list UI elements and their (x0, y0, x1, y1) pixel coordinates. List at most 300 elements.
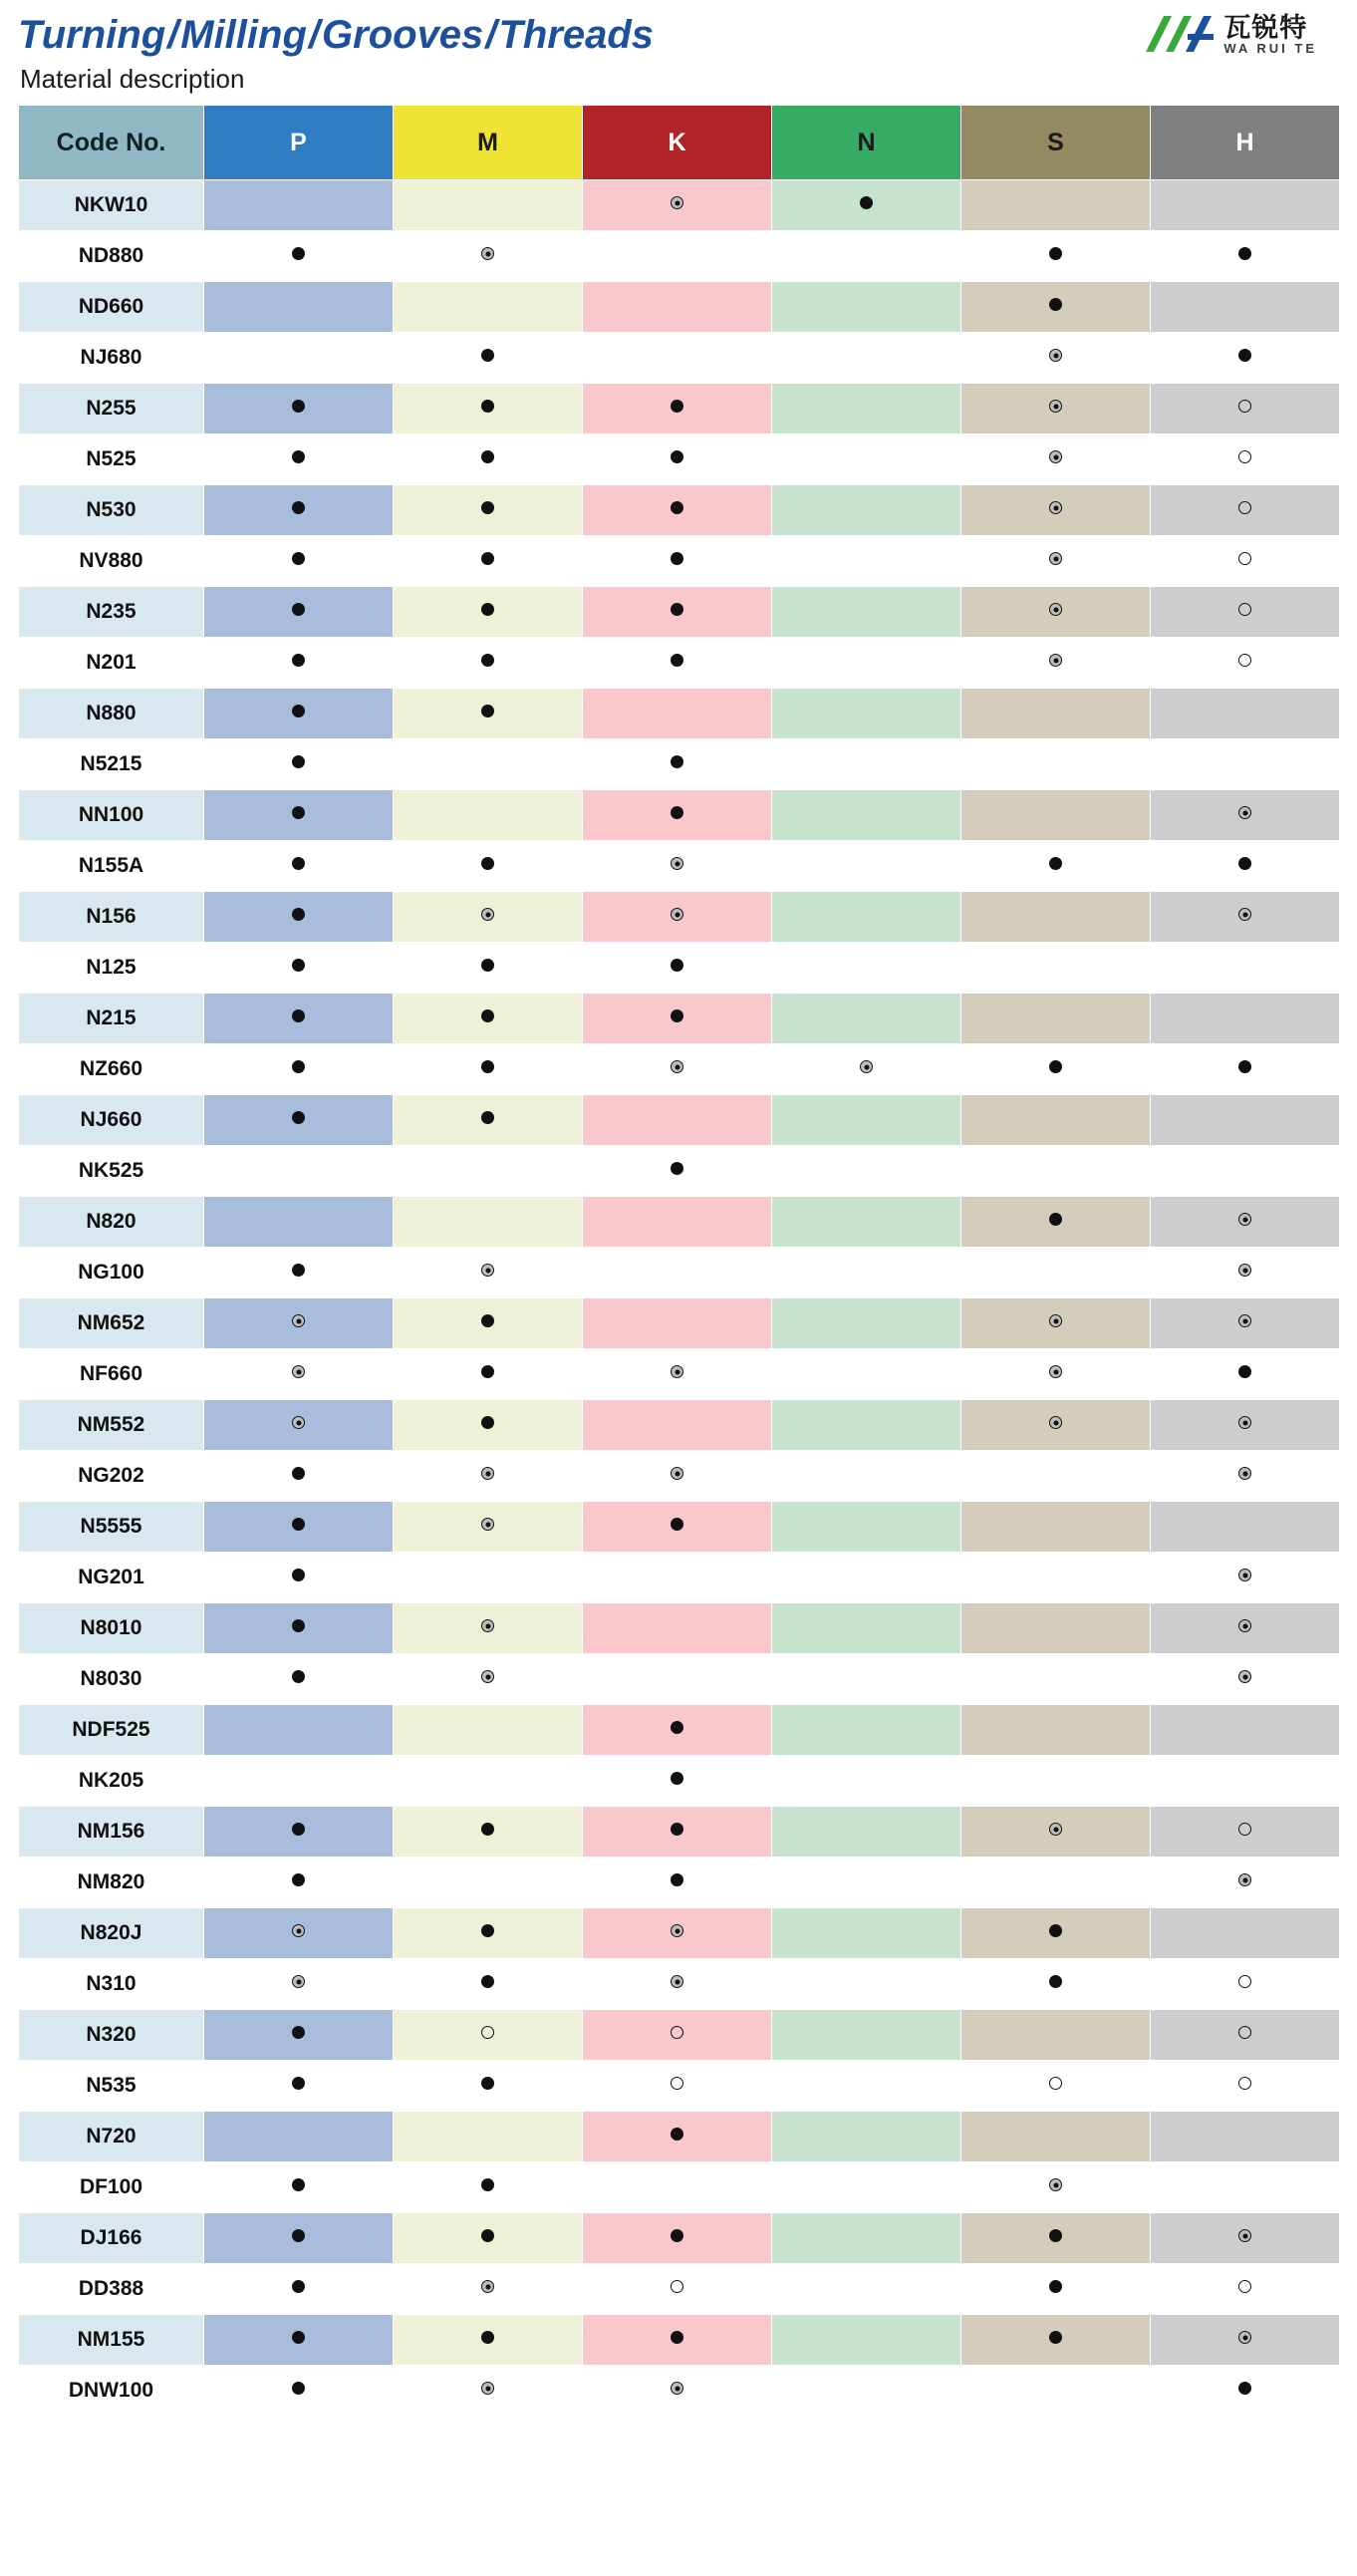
cell-h-rating (1151, 2010, 1340, 2061)
column-header-h: H (1151, 106, 1340, 180)
cell-h-rating (1151, 2366, 1340, 2417)
rating-open-icon (1238, 654, 1251, 667)
cell-s-rating (961, 1858, 1151, 1908)
cell-n-rating (772, 1705, 961, 1756)
cell-m-rating (394, 1807, 583, 1858)
cell-p-rating (204, 2315, 394, 2366)
cell-p-rating (204, 689, 394, 739)
rating-half-icon (671, 908, 683, 921)
cell-m-rating (394, 689, 583, 739)
cell-h-rating (1151, 943, 1340, 994)
cell-code: N820J (19, 1908, 204, 1959)
column-header-p: P (204, 106, 394, 180)
cell-n-rating (772, 2366, 961, 2417)
rating-open-icon (1238, 501, 1251, 514)
cell-code: NG201 (19, 1553, 204, 1603)
cell-k-rating (583, 1908, 772, 1959)
rating-full-icon (1049, 298, 1062, 311)
cell-p-rating (204, 1349, 394, 1400)
rating-full-icon (481, 501, 494, 514)
cell-s-rating (961, 180, 1151, 231)
column-header-n: N (772, 106, 961, 180)
rating-half-icon (481, 1518, 494, 1531)
cell-m-rating (394, 841, 583, 892)
cell-code: N310 (19, 1959, 204, 2010)
cell-m-rating (394, 638, 583, 689)
cell-code: NK525 (19, 1146, 204, 1197)
cell-n-rating (772, 1603, 961, 1654)
cell-n-rating (772, 892, 961, 943)
cell-k-rating (583, 1603, 772, 1654)
rating-half-icon (671, 1467, 683, 1480)
cell-n-rating (772, 1959, 961, 2010)
page-header (18, 0, 1339, 62)
cell-code: N155A (19, 841, 204, 892)
title-part-turning: Turning (18, 12, 166, 57)
table-header-row (19, 106, 1340, 180)
cell-p-rating (204, 2162, 394, 2213)
table-row (19, 2010, 1340, 2061)
cell-code: NZ660 (19, 1044, 204, 1095)
rating-full-icon (292, 908, 305, 921)
rating-full-icon (1238, 1060, 1251, 1073)
cell-s-rating (961, 638, 1151, 689)
table-row (19, 1197, 1340, 1248)
cell-h-rating (1151, 2162, 1340, 2213)
cell-m-rating (394, 2315, 583, 2366)
cell-code: NF660 (19, 1349, 204, 1400)
table-row (19, 1502, 1340, 1553)
cell-m-rating (394, 790, 583, 841)
cell-h-rating (1151, 2112, 1340, 2162)
rating-full-icon (1049, 1975, 1062, 1988)
rating-full-icon (1238, 857, 1251, 870)
cell-n-rating (772, 689, 961, 739)
cell-s-rating (961, 485, 1151, 536)
rating-half-icon (1049, 654, 1062, 667)
cell-k-rating (583, 180, 772, 231)
cell-code: N255 (19, 384, 204, 434)
rating-full-icon (671, 400, 683, 413)
cell-p-rating (204, 1044, 394, 1095)
rating-full-icon (1238, 1365, 1251, 1378)
cell-n-rating (772, 1248, 961, 1298)
column-header-k: K (583, 106, 772, 180)
rating-full-icon (481, 1111, 494, 1124)
rating-full-icon (481, 1060, 494, 1073)
cell-s-rating (961, 1095, 1151, 1146)
rating-full-icon (1049, 1213, 1062, 1226)
rating-open-icon (1238, 1823, 1251, 1836)
cell-p-rating (204, 485, 394, 536)
cell-p-rating (204, 994, 394, 1044)
table-row (19, 2162, 1340, 2213)
cell-s-rating (961, 434, 1151, 485)
cell-h-rating (1151, 1298, 1340, 1349)
rating-full-icon (292, 247, 305, 260)
table-row (19, 1400, 1340, 1451)
cell-k-rating (583, 1654, 772, 1705)
rating-half-icon (1238, 1416, 1251, 1429)
rating-half-icon (1049, 1365, 1062, 1378)
table-row (19, 1756, 1340, 1807)
cell-h-rating (1151, 1400, 1340, 1451)
rating-half-icon (481, 1619, 494, 1632)
rating-full-icon (481, 959, 494, 972)
rating-half-icon (1049, 1823, 1062, 1836)
rating-full-icon (292, 2229, 305, 2242)
rating-open-icon (671, 2077, 683, 2090)
rating-half-icon (1238, 1213, 1251, 1226)
cell-k-rating (583, 1502, 772, 1553)
column-header-s: S (961, 106, 1151, 180)
cell-n-rating (772, 536, 961, 587)
cell-s-rating (961, 943, 1151, 994)
cell-code: N5215 (19, 739, 204, 790)
table-row (19, 2061, 1340, 2112)
cell-p-rating (204, 1451, 394, 1502)
cell-p-rating (204, 1400, 394, 1451)
cell-k-rating (583, 1197, 772, 1248)
cell-p-rating (204, 2112, 394, 2162)
cell-k-rating (583, 1959, 772, 2010)
cell-k-rating (583, 1756, 772, 1807)
rating-full-icon (671, 2331, 683, 2344)
cell-m-rating (394, 1044, 583, 1095)
logo-text-cn: 瓦锐特 (1223, 13, 1308, 43)
rating-full-icon (481, 349, 494, 362)
rating-open-icon (1238, 2077, 1251, 2090)
rating-full-icon (481, 2077, 494, 2090)
rating-full-icon (292, 1009, 305, 1022)
table-row (19, 2213, 1340, 2264)
cell-h-rating (1151, 2061, 1340, 2112)
rating-full-icon (1049, 1060, 1062, 1073)
rating-half-icon (1238, 2331, 1251, 2344)
cell-p-rating (204, 333, 394, 384)
rating-full-icon (671, 654, 683, 667)
cell-h-rating (1151, 2213, 1340, 2264)
title-part-milling: Milling (180, 12, 307, 57)
cell-h-rating (1151, 689, 1340, 739)
cell-m-rating (394, 892, 583, 943)
rating-full-icon (292, 400, 305, 413)
cell-h-rating (1151, 1908, 1340, 1959)
cell-code: N8030 (19, 1654, 204, 1705)
cell-m-rating (394, 434, 583, 485)
table-row (19, 2366, 1340, 2417)
rating-half-icon (671, 1365, 683, 1378)
rating-full-icon (481, 705, 494, 717)
cell-k-rating (583, 1298, 772, 1349)
cell-n-rating (772, 1858, 961, 1908)
cell-p-rating (204, 434, 394, 485)
cell-m-rating (394, 333, 583, 384)
table-row (19, 434, 1340, 485)
rating-half-icon (671, 1924, 683, 1937)
cell-p-rating (204, 180, 394, 231)
cell-code: NG202 (19, 1451, 204, 1502)
cell-m-rating (394, 2162, 583, 2213)
table-row (19, 638, 1340, 689)
cell-m-rating (394, 1654, 583, 1705)
cell-code: DF100 (19, 2162, 204, 2213)
cell-m-rating (394, 1756, 583, 1807)
rating-full-icon (671, 1162, 683, 1175)
rating-half-icon (671, 1975, 683, 1988)
cell-code: NM820 (19, 1858, 204, 1908)
table-row (19, 943, 1340, 994)
rating-half-icon (1238, 2229, 1251, 2242)
cell-s-rating (961, 1451, 1151, 1502)
material-matrix-table (18, 105, 1340, 2417)
cell-k-rating (583, 2315, 772, 2366)
cell-k-rating (583, 333, 772, 384)
cell-k-rating (583, 841, 772, 892)
rating-full-icon (292, 1823, 305, 1836)
cell-p-rating (204, 1095, 394, 1146)
table-row (19, 892, 1340, 943)
table-row (19, 1451, 1340, 1502)
rating-open-icon (1049, 2077, 1062, 2090)
rating-open-icon (671, 2026, 683, 2039)
cell-k-rating (583, 994, 772, 1044)
rating-half-icon (1049, 349, 1062, 362)
table-row (19, 180, 1340, 231)
rating-half-icon (292, 1416, 305, 1429)
cell-k-rating (583, 282, 772, 333)
cell-code: NK205 (19, 1756, 204, 1807)
rating-half-icon (1238, 908, 1251, 921)
cell-p-rating (204, 1248, 394, 1298)
table-row (19, 1248, 1340, 1298)
rating-half-icon (1049, 552, 1062, 565)
table-row (19, 231, 1340, 282)
rating-full-icon (292, 450, 305, 463)
cell-s-rating (961, 282, 1151, 333)
table-row (19, 2315, 1340, 2366)
rating-full-icon (481, 2229, 494, 2242)
cell-p-rating (204, 2010, 394, 2061)
cell-code: N530 (19, 485, 204, 536)
cell-k-rating (583, 2162, 772, 2213)
cell-s-rating (961, 1044, 1151, 1095)
rating-half-icon (1238, 1670, 1251, 1683)
cell-s-rating (961, 1654, 1151, 1705)
table-row (19, 1146, 1340, 1197)
cell-n-rating (772, 434, 961, 485)
cell-n-rating (772, 2213, 961, 2264)
cell-s-rating (961, 2315, 1151, 2366)
company-logo (1142, 12, 1339, 58)
cell-h-rating (1151, 739, 1340, 790)
cell-m-rating (394, 2010, 583, 2061)
cell-h-rating (1151, 333, 1340, 384)
cell-n-rating (772, 2112, 961, 2162)
rating-full-icon (481, 1975, 494, 1988)
cell-k-rating (583, 1095, 772, 1146)
table-row (19, 841, 1340, 892)
table-row (19, 1959, 1340, 2010)
table-row (19, 2264, 1340, 2315)
cell-k-rating (583, 231, 772, 282)
cell-n-rating (772, 2315, 961, 2366)
column-header-code: Code No. (19, 106, 204, 180)
cell-s-rating (961, 1553, 1151, 1603)
rating-open-icon (1238, 2280, 1251, 2293)
rating-half-icon (1049, 1416, 1062, 1429)
logo-mark-icon (1142, 12, 1216, 58)
cell-m-rating (394, 231, 583, 282)
cell-n-rating (772, 739, 961, 790)
cell-code: N320 (19, 2010, 204, 2061)
rating-full-icon (292, 755, 305, 768)
cell-p-rating (204, 1146, 394, 1197)
cell-h-rating (1151, 841, 1340, 892)
rating-full-icon (292, 1873, 305, 1886)
rating-full-icon (481, 400, 494, 413)
cell-k-rating (583, 1146, 772, 1197)
cell-p-rating (204, 892, 394, 943)
cell-k-rating (583, 1858, 772, 1908)
cell-h-rating (1151, 1807, 1340, 1858)
cell-m-rating (394, 1858, 583, 1908)
cell-code: N535 (19, 2061, 204, 2112)
rating-half-icon (292, 1365, 305, 1378)
table-row (19, 1908, 1340, 1959)
cell-m-rating (394, 1451, 583, 1502)
cell-code: NV880 (19, 536, 204, 587)
cell-p-rating (204, 1603, 394, 1654)
cell-n-rating (772, 2061, 961, 2112)
cell-n-rating (772, 2264, 961, 2315)
cell-h-rating (1151, 231, 1340, 282)
cell-n-rating (772, 638, 961, 689)
cell-p-rating (204, 1298, 394, 1349)
cell-p-rating (204, 1858, 394, 1908)
table-row (19, 1044, 1340, 1095)
cell-h-rating (1151, 180, 1340, 231)
rating-full-icon (1049, 857, 1062, 870)
rating-full-icon (292, 2382, 305, 2395)
rating-half-icon (481, 1670, 494, 1683)
cell-n-rating (772, 1654, 961, 1705)
rating-half-icon (481, 2382, 494, 2395)
table-row (19, 689, 1340, 739)
table-row (19, 790, 1340, 841)
cell-k-rating (583, 1705, 772, 1756)
cell-n-rating (772, 1197, 961, 1248)
cell-n-rating (772, 333, 961, 384)
cell-k-rating (583, 536, 772, 587)
cell-s-rating (961, 1248, 1151, 1298)
rating-half-icon (481, 1467, 494, 1480)
rating-open-icon (1238, 1975, 1251, 1988)
rating-full-icon (860, 196, 873, 209)
cell-s-rating (961, 333, 1151, 384)
cell-s-rating (961, 841, 1151, 892)
rating-full-icon (292, 2280, 305, 2293)
rating-full-icon (1238, 2382, 1251, 2395)
rating-full-icon (481, 450, 494, 463)
rating-full-icon (671, 2229, 683, 2242)
rating-half-icon (1049, 1314, 1062, 1327)
cell-n-rating (772, 485, 961, 536)
cell-h-rating (1151, 1451, 1340, 1502)
rating-half-icon (1049, 603, 1062, 616)
table-row (19, 1603, 1340, 1654)
rating-half-icon (481, 1264, 494, 1277)
cell-h-rating (1151, 1146, 1340, 1197)
cell-s-rating (961, 739, 1151, 790)
title-part-threads: Threads (498, 12, 655, 57)
cell-n-rating (772, 1807, 961, 1858)
cell-h-rating (1151, 1197, 1340, 1248)
cell-h-rating (1151, 1654, 1340, 1705)
cell-m-rating (394, 1095, 583, 1146)
cell-k-rating (583, 1807, 772, 1858)
cell-code: NG100 (19, 1248, 204, 1298)
cell-k-rating (583, 790, 772, 841)
cell-code: N5555 (19, 1502, 204, 1553)
cell-n-rating (772, 1553, 961, 1603)
rating-full-icon (481, 857, 494, 870)
cell-k-rating (583, 2264, 772, 2315)
cell-code: ND660 (19, 282, 204, 333)
cell-n-rating (772, 1502, 961, 1553)
rating-full-icon (671, 603, 683, 616)
rating-full-icon (671, 1721, 683, 1734)
cell-h-rating (1151, 434, 1340, 485)
cell-k-rating (583, 689, 772, 739)
rating-half-icon (1238, 1873, 1251, 1886)
cell-s-rating (961, 1959, 1151, 2010)
rating-full-icon (292, 501, 305, 514)
cell-h-rating (1151, 1044, 1340, 1095)
cell-m-rating (394, 1349, 583, 1400)
rating-half-icon (1049, 450, 1062, 463)
cell-n-rating (772, 1349, 961, 1400)
cell-h-rating (1151, 1553, 1340, 1603)
cell-code: NM155 (19, 2315, 204, 2366)
rating-full-icon (292, 959, 305, 972)
rating-full-icon (671, 959, 683, 972)
cell-k-rating (583, 1349, 772, 1400)
cell-k-rating (583, 1451, 772, 1502)
cell-p-rating (204, 384, 394, 434)
page-title (18, 13, 654, 58)
cell-m-rating (394, 1959, 583, 2010)
cell-s-rating (961, 689, 1151, 739)
cell-s-rating (961, 790, 1151, 841)
cell-code: DD388 (19, 2264, 204, 2315)
cell-h-rating (1151, 790, 1340, 841)
cell-k-rating (583, 2213, 772, 2264)
table-row (19, 333, 1340, 384)
cell-k-rating (583, 587, 772, 638)
rating-half-icon (1238, 1264, 1251, 1277)
cell-p-rating (204, 638, 394, 689)
cell-p-rating (204, 1553, 394, 1603)
cell-code: N8010 (19, 1603, 204, 1654)
rating-full-icon (481, 1365, 494, 1378)
cell-n-rating (772, 1044, 961, 1095)
rating-full-icon (671, 806, 683, 819)
cell-s-rating (961, 2162, 1151, 2213)
cell-p-rating (204, 1908, 394, 1959)
column-header-m: M (394, 106, 583, 180)
cell-s-rating (961, 1349, 1151, 1400)
